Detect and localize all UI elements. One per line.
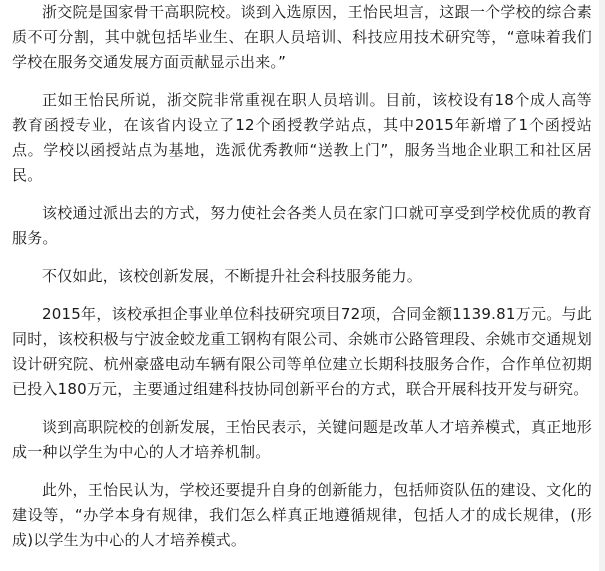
paragraph: 不仅如此，该校创新发展，不断提升社会科技服务能力。 <box>42 267 423 285</box>
paragraph: 2015年，该校承担企事业单位科技研究项目72项，合同金额1139.81万元。与此同时，该校积极与宁波金蛟龙重工钢构有限公司、余姚市公路管理段、余姚市交通规划设计研究院、杭州豪盛电动车辆有限公司等单位建立长期科技服务合作，合作单位初期已投入180万元，主要通过组建科技协同创新平台的方式，联合开展科技开发与研究。 <box>12 305 592 398</box>
paragraph: 该校通过派出去的方式，努力使社会各类人员在家门口就可享受到学校优质的教育服务。 <box>12 204 592 247</box>
scrollbar-track[interactable] <box>599 0 605 571</box>
paragraph: 谈到高职院校的创新发展，王怡民表示，关键问题是改革人才培养模式，真正地形成一种以学生为中心的人才培养机制。 <box>12 418 592 461</box>
paragraph: 此外，王怡民认为，学校还要提升自身的创新能力，包括师资队伍的建设、文化的建设等，“办学本身有规律，我们怎么样真正地遵循规律，包括人才的成长规律，(形成)以学生为中心的人才培养模式。 <box>12 481 592 549</box>
article-body <box>12 0 592 553</box>
paragraph: 浙交院是国家骨干高职院校。谈到入选原因，王怡民坦言，这跟一个学校的综合素质不可分割，其中就包括毕业生、在职人员培训、科技应用技术研究等，“意味着我们学校在服务交通发展方面贡献显示出来。” <box>12 3 592 71</box>
paragraph: 正如王怡民所说，浙交院非常重视在职人员培训。目前，该校设有18个成人高等教育函授专业，在该省内设立了12个函授教学站点，其中2015年新增了1个函授站点。学校以函授站点为基地，选派优秀教师“送教上门”，服务当地企业职工和社区居民。 <box>12 91 592 184</box>
